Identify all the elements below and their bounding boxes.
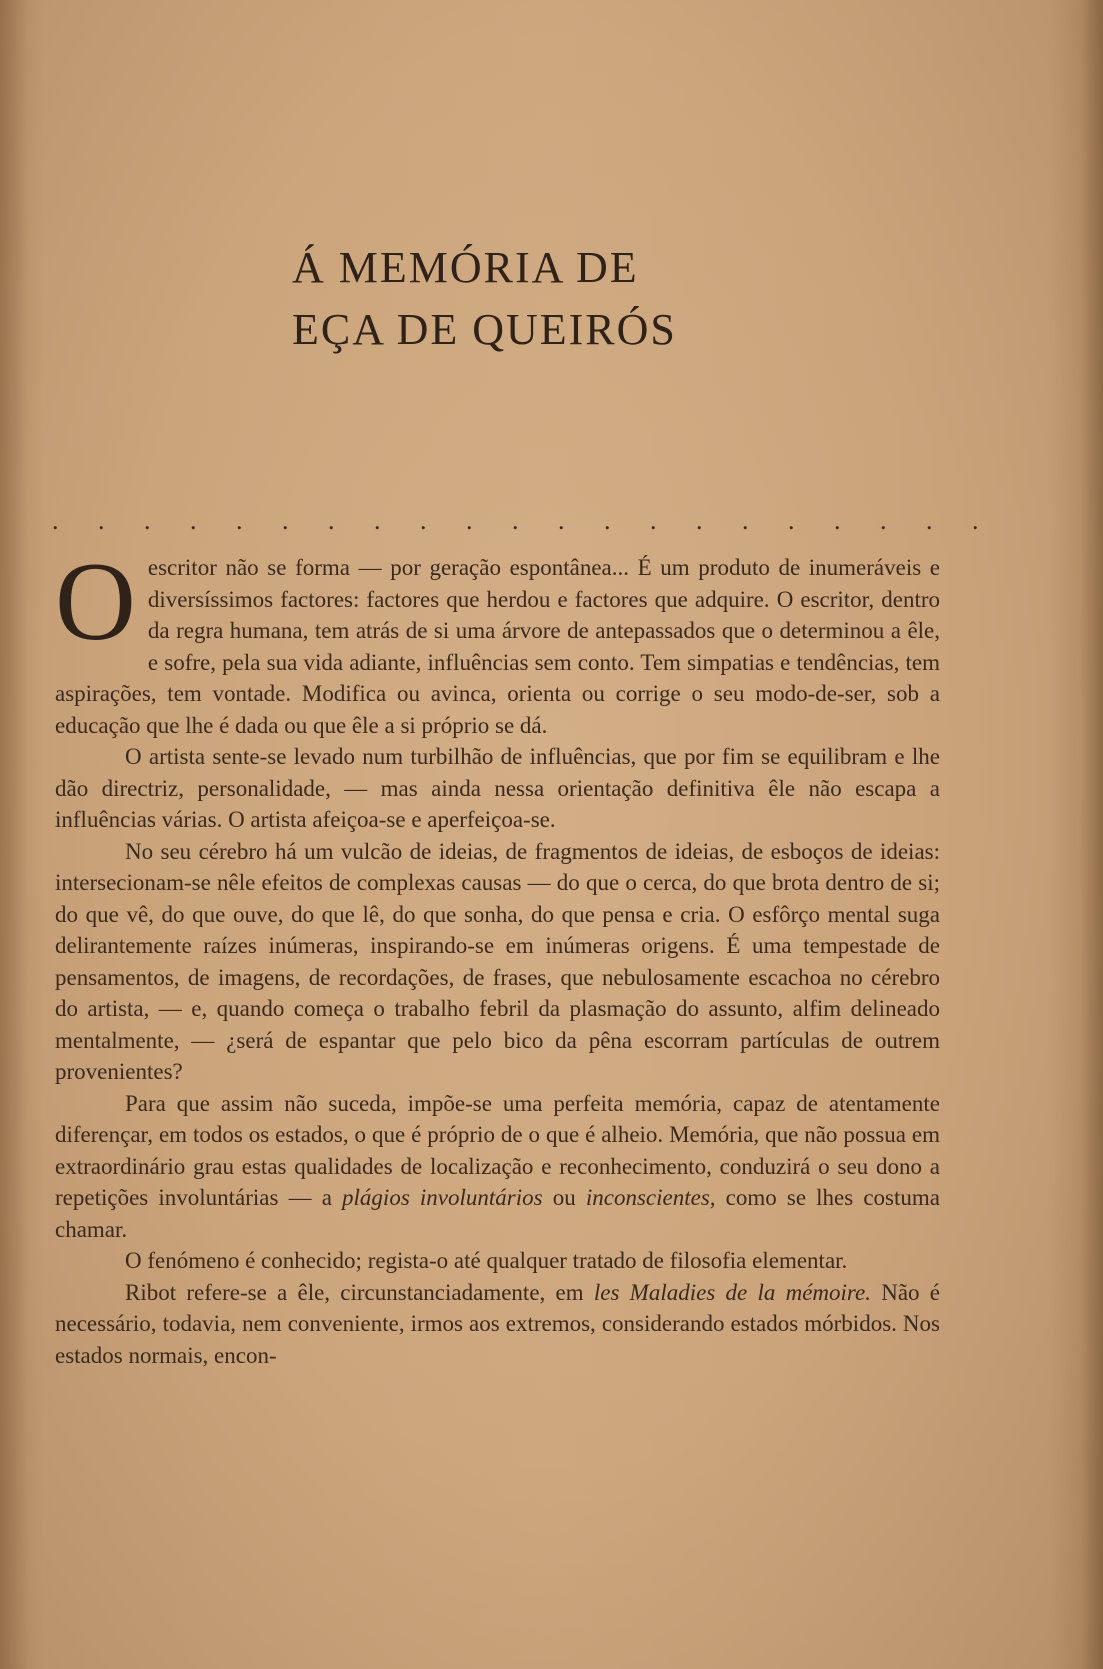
page-title — [292, 237, 792, 361]
paragraph-2: O artista sente-se levado num turbilhão de influências, que por fim se equilibram e lhe dão directriz, personalidade, — mas ainda nessa orientação definitiva êle não escapa a influências várias. O artista afeiçoa-se e aperfeiçoa-se. — [55, 744, 940, 832]
paragraph-4-text-a: Para que assim não suceda, impõe-se uma perfeita memória, capaz de atentamente diferençar, em todos os estados, o que é próprio de o que é alheio. Memória, que não possua em extraordinário grau estas qualidades de localização e reconhecimento, conduzirá o seu dono a repetições involuntárias — a — [55, 1090, 940, 1210]
title-line-2: EÇA DE QUEIRÓS — [292, 305, 677, 355]
page-left-shadow — [0, 0, 28, 1669]
paragraph-6-text-a: Ribot refere-se a êle, circunstanciadamente, em — [125, 1279, 594, 1305]
paragraph-1-text: escritor não se forma — por geração espontânea... É um produto de inumeráveis e diversíssimos factores: factores que herdou e factores que adquire. O escritor, dentro da regra humana, tem atrás de si uma árvore de antepassados que o determinou a êle, e sofre, pela sua vida adiante, influências sem conto. Tem simpatias e tendências, tem aspirações, tem vontade. Modifica ou avinca, orienta ou corrige o seu modo-de-ser, sob a educação que lhe é dada ou que êle a si próprio se dá. — [55, 555, 940, 738]
dotted-separator: . . . . . . . . . . . . . . . . . . . . . — [52, 506, 995, 535]
body-text — [55, 540, 941, 1371]
paragraph-3: No seu cérebro há um vulcão de ideias, de fragmentos de ideias, de esboços de ideias: intersecionam-se nêle efeitos de complexas causas — do que o cerca, do que brota dentro de si; do que vê, do que ouve, do que lê, do que sonha, do que pensa e cria. O esfôrço mental suga delirantemente raízes inúmeras, inspirando-se em inúmeras origens. É uma tempestade de pensamentos, de imagens, de recordações, de frases, que nebulosamente escachoa no cérebro do artista, — e, quando começa o trabalho febril da plasmação do assunto, alfim delineado mentalmente, — ¿será de espantar que pelo bico da pêna escorram partículas de outrem provenientes? — [55, 838, 940, 1084]
paragraph-5: O fenómeno é conhecido; regista-o até qualquer tratado de filosofia elementar. — [125, 1248, 848, 1273]
paragraph-4-italic-1: plágios involuntários — [342, 1185, 543, 1210]
title-line-1: Á MEMÓRIA DE — [292, 243, 639, 293]
page-right-shadow — [1081, 0, 1103, 1669]
paragraph-6 — [55, 1277, 940, 1372]
paragraph-1 — [55, 540, 940, 741]
paragraph-4-text-c: como se lhes costuma chamar. — [55, 1185, 940, 1242]
paragraph-4-italic-2: inconscientes, — [585, 1185, 716, 1210]
paragraph-4-text-b: ou — [542, 1185, 586, 1210]
drop-cap: O — [55, 540, 136, 664]
paragraph-6-text-b: Não é necessário, todavia, nem conveniente, irmos aos extremos, considerando estados mórbidos. Nos estados normais, encon- — [55, 1279, 941, 1368]
paragraph-4 — [55, 1088, 940, 1246]
paragraph-6-italic: les Maladies de la mémoire. — [593, 1279, 871, 1305]
